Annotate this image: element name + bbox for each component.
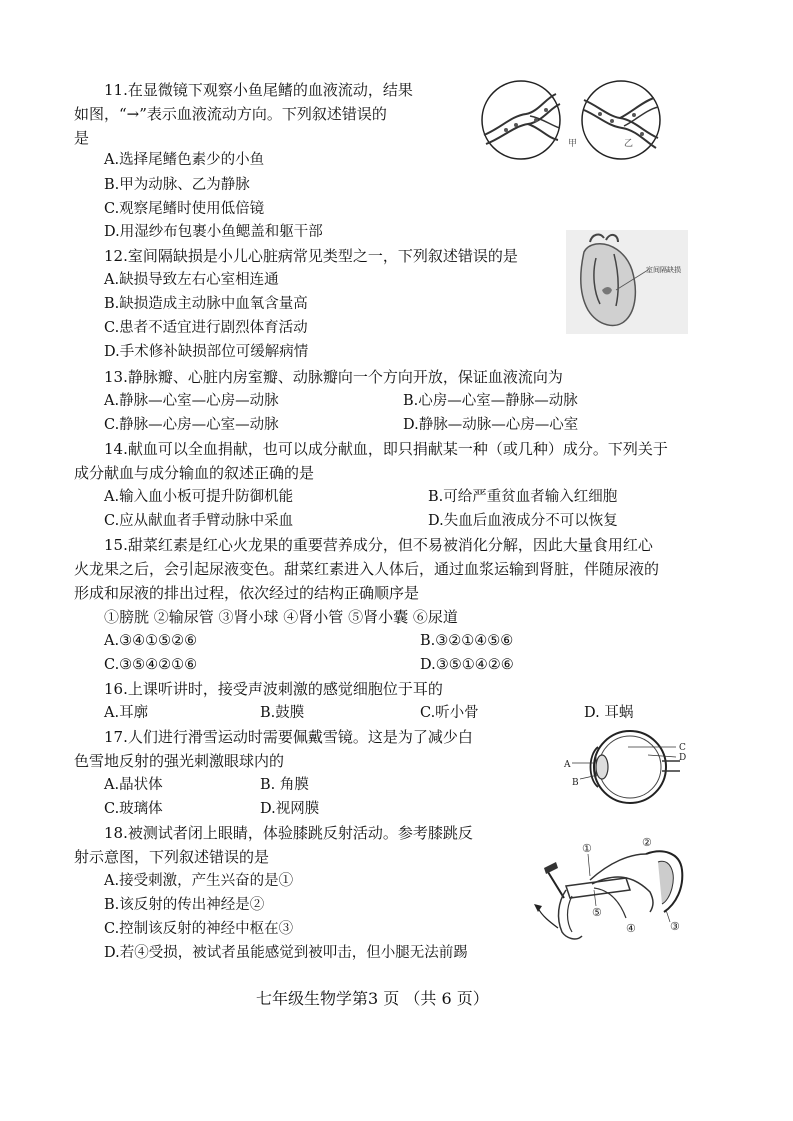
reflex-label-4: ④ [626,922,636,935]
q11-stem-line1: 11.在显微镜下观察小鱼尾鳍的血液流动，结果 [104,81,413,99]
vessel-label-jia: 甲 [568,139,578,149]
q18-option-b: B.该反射的传出神经是② [104,897,265,913]
reflex-hammer-icon [548,872,564,898]
eye-label-c: C [679,743,686,753]
reflex-label-1: ① [582,842,592,855]
q18-option-d: D.若④受损，被试者虽能感觉到被叩击，但小腿无法前踢 [104,945,468,961]
q15-option-a: A.③④①⑤②⑥ [104,633,198,649]
q13-stem: 13.静脉瓣、心脏内房室瓣、动脉瓣向一个方向开放，保证血液流向为 [104,368,563,386]
q17-stem-line2: 色雪地反射的强光刺激眼球内的 [74,752,285,770]
q11-option-c: C.观察尾鳍时使用低倍镜 [104,201,265,217]
q18-stem-line2: 射示意图，下列叙述错误的是 [74,848,270,866]
q17-option-d: D.视网膜 [260,801,320,817]
q14-option-d: D.失血后血液成分不可以恢复 [428,513,618,529]
q15-stem-line2: 火龙果之后，会引起尿液变色。甜菜红素进入人体后，通过血浆运输到肾脏，伴随尿液的 [74,560,660,578]
q14-stem-line1: 14.献血可以全血捐献，也可以成分献血，即只捐献某一种（或几种）成分。下列关于 [104,440,668,458]
q15-option-d: D.③⑤①④②⑥ [420,657,514,673]
q18-knee-reflex-figure [530,832,700,947]
q12-option-a: A.缺损导致左右心室相连通 [104,272,279,288]
q14-option-b: B.可给严重贫血者输入红细胞 [428,489,618,505]
q15-structure-list: ①膀胱 ②输尿管 ③肾小球 ④肾小管 ⑤肾小囊 ⑥尿道 [104,608,458,626]
q13-option-b: B.心房—心室—静脉—动脉 [403,393,578,409]
q17-option-c: C.玻璃体 [104,801,163,817]
q11-option-a: A.选择尾鳍色素少的小鱼 [104,152,265,168]
q12-option-c: C.患者不适宜进行剧烈体育活动 [104,320,308,336]
q11-stem-line2: 如图，“→”表示血液流动方向。下列叙述错误的 [74,105,387,123]
q15-stem-line3: 形成和尿液的排出过程，依次经过的结构正确顺序是 [74,584,420,602]
eye-label-b: B [572,778,579,788]
vessel-figure-yi [582,81,660,159]
q11-option-b: B.甲为动脉、乙为静脉 [104,177,250,193]
page-footer: 七年级生物学第3 页 （共 6 页） [256,989,489,1008]
eye-label-d: D [679,753,687,763]
q14-option-a: A.输入血小板可提升防御机能 [104,489,294,505]
q16-option-a: A.耳廓 [104,705,149,721]
q16-option-d: D. 耳蜗 [584,705,634,721]
q18-stem-line1: 18.被测试者闭上眼睛，体验膝跳反射活动。参考膝跳反 [104,824,473,842]
q15-option-c: C.③⑤④②①⑥ [104,657,198,673]
reflex-label-5: ⑤ [592,906,602,919]
q17-stem-line1: 17.人们进行滑雪运动时需要佩戴雪镜。这是为了减少白 [104,728,473,746]
reflex-label-3: ③ [670,920,680,933]
heart-defect-label: 室间隔缺损 [646,266,681,274]
reflex-label-2: ② [642,836,652,849]
q12-stem: 12.室间隔缺损是小儿心脏病常见类型之一，下列叙述错误的是 [104,247,518,265]
q16-option-c: C.听小骨 [420,705,479,721]
q13-option-a: A.静脉—心室—心房—动脉 [104,393,279,409]
q14-option-c: C.应从献血者手臂动脉中采血 [104,513,294,529]
q14-stem-line2: 成分献血与成分输血的叙述正确的是 [74,464,315,482]
q15-stem-line1: 15.甜菜红素是红心火龙果的重要营养成分，但不易被消化分解，因此大量食用红心 [104,536,653,554]
q12-option-b: B.缺损造成主动脉中血氧含量高 [104,296,308,312]
q11-option-d: D.用湿纱布包裹小鱼鳃盖和躯干部 [104,224,323,240]
q16-stem: 16.上课听讲时，接受声波刺激的感觉细胞位于耳的 [104,680,443,698]
q17-option-b: B. 角膜 [260,777,309,793]
vessel-label-yi: 乙 [624,139,634,149]
eye-label-a: A [564,760,571,770]
q12-heart-figure [566,230,688,334]
q11-blood-vessel-figure [476,80,686,160]
q15-option-b: B.③②①④⑤⑥ [420,633,514,649]
q17-eye-figure [558,725,692,811]
q18-option-c: C.控制该反射的神经中枢在③ [104,921,294,937]
q12-option-d: D.手术修补缺损部位可缓解病情 [104,344,309,360]
vessel-figure-jia [482,81,560,159]
q18-option-a: A.接受刺激，产生兴奋的是① [104,873,294,889]
q11-stem-line3: 是 [74,129,90,147]
q13-option-d: D.静脉—动脉—心房—心室 [403,417,579,433]
q16-option-b: B.鼓膜 [260,705,305,721]
q13-option-c: C.静脉—心房—心室—动脉 [104,417,279,433]
q17-option-a: A.晶状体 [104,777,163,793]
